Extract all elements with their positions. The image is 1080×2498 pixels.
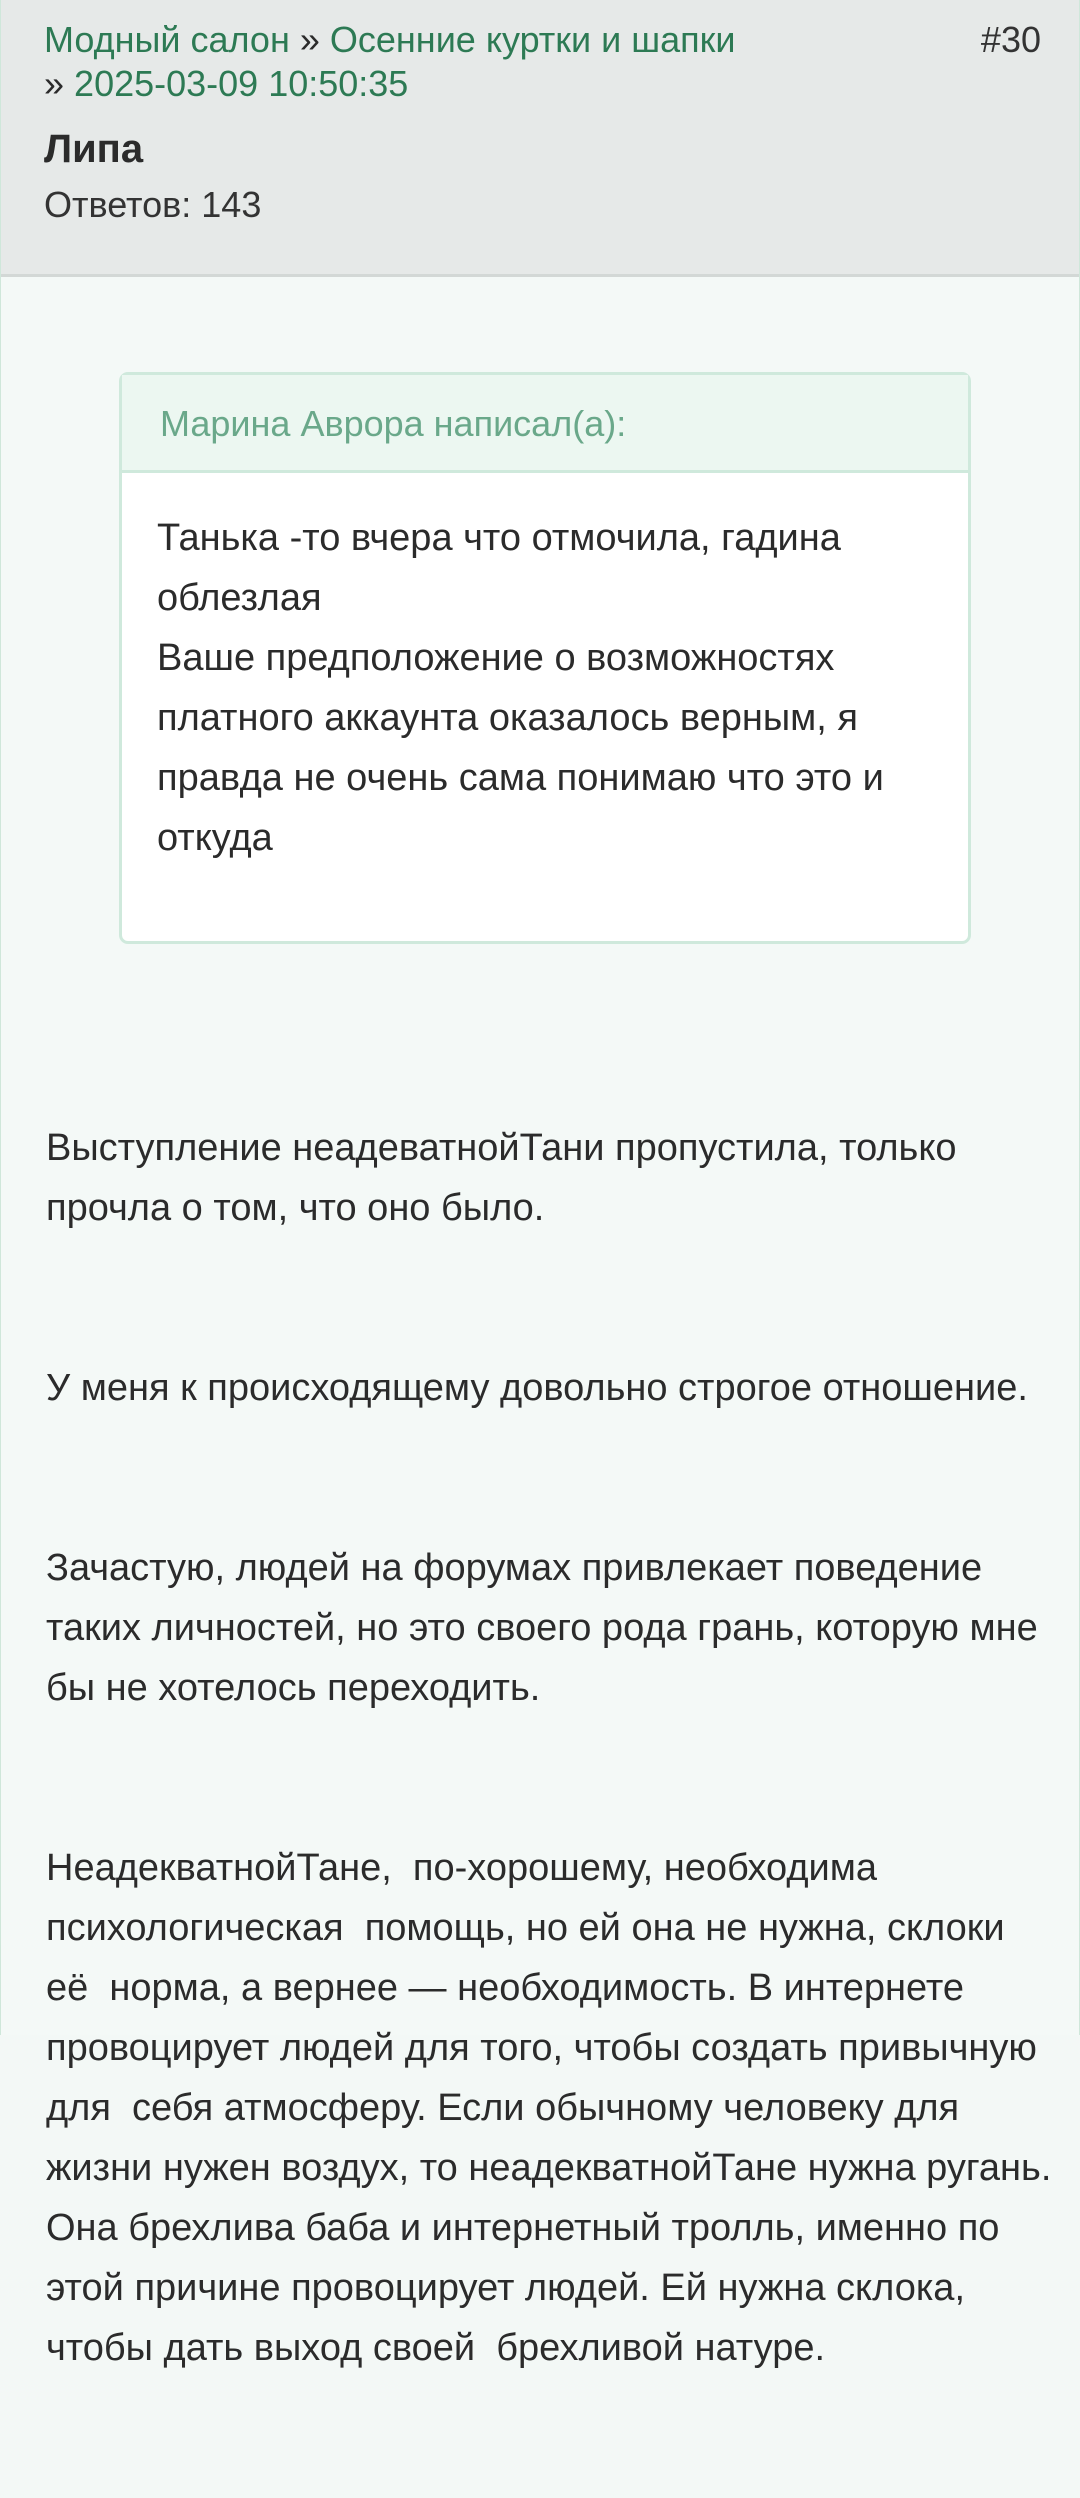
quote-line: Ваше предположение о возможностях платного аккаунта оказалось верным, я правда не очень сама понимаю что это и откуда: [157, 637, 884, 859]
author-reply-count: Ответов: 143: [44, 184, 262, 225]
quote-line: Танька -то вчера что отмочила, гадина облезлая: [157, 517, 841, 619]
quote-block: [119, 372, 971, 944]
quote-author: Марина Аврора написал(а):: [122, 375, 968, 473]
quote-body: [122, 473, 968, 868]
breadcrumb-separator: »: [299, 19, 320, 60]
post-number[interactable]: #30: [980, 19, 1041, 60]
breadcrumb-separator: »: [44, 63, 65, 104]
message-paragraph: Выступление неадеватнойТани пропустила, только прочла о том, что оно было.: [46, 1127, 968, 1229]
breadcrumb-forum-link[interactable]: Модный салон: [44, 19, 290, 60]
post-author: Липа: [44, 127, 144, 171]
post-header: [1, 0, 1079, 277]
post-message: [46, 998, 1062, 2498]
message-paragraph: У меня к происходящему довольно строгое отношение.: [46, 1367, 1028, 1409]
message-paragraph: Зачастую, людей на форумах привлекает поведение таких личностей, но это своего рода грань, которую мне бы не хотелось переходить.: [46, 1547, 1049, 1709]
post-datetime-link[interactable]: 2025-03-09 10:50:35: [74, 63, 409, 104]
message-paragraph: НеадекватнойТане, по-хорошему, необходима психологическая помощь, но ей она не нужна, склоки её норма, а вернее — необходимость. В интернете провоцирует людей для того, чтобы создать привычную для себя атмосферу. Если обычному человеку для жизни нужен воздух, то неадекватнойТане нужна ругань. Она брехлива баба и интернетный тролль, именно по этой причине провоцирует людей. Ей нужна склока, чтобы дать выход своей брехливой натуре.: [46, 1847, 1062, 2369]
breadcrumb: [44, 18, 924, 106]
breadcrumb-topic-link[interactable]: Осенние куртки и шапки: [329, 19, 736, 60]
